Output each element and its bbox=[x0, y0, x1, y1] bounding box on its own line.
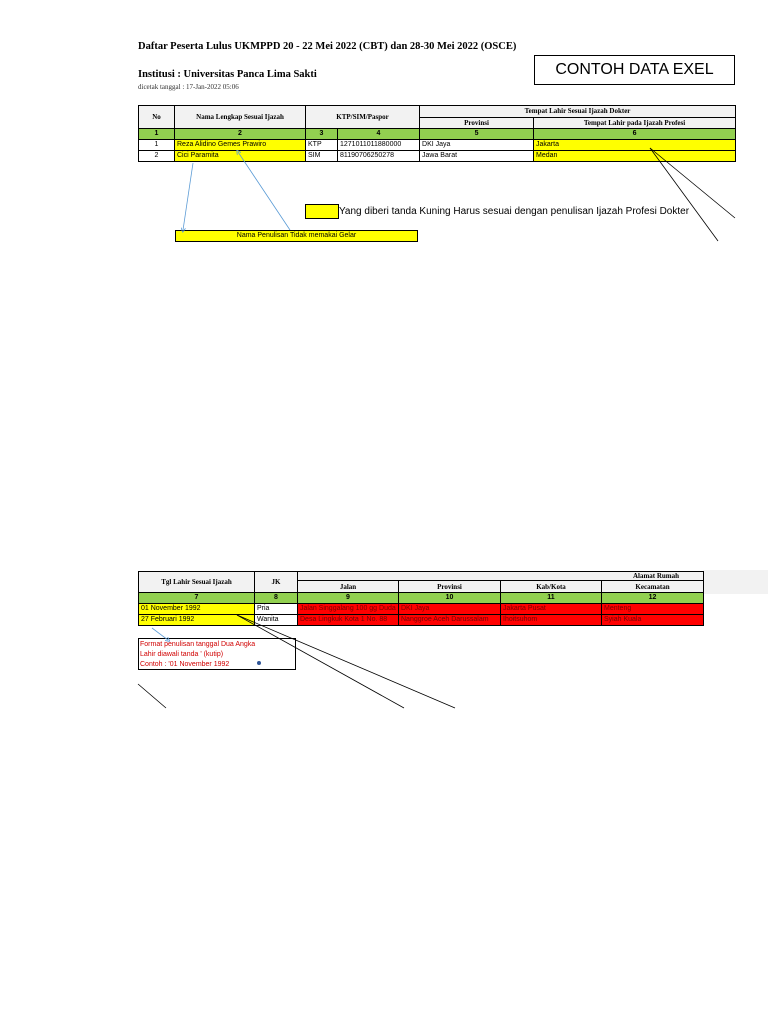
column-number: 8 bbox=[255, 593, 298, 604]
header-province: Provinsi bbox=[399, 581, 501, 593]
pointer-line bbox=[138, 684, 166, 708]
date-note-line: Lahir diawali tanda ' (kutip) bbox=[140, 651, 224, 658]
example-data-label: CONTOH DATA EXEL bbox=[534, 55, 735, 85]
header-dob: Tgl Lahir Sesuai Ijazah bbox=[139, 572, 255, 593]
cell-jk[interactable]: Wanita bbox=[255, 615, 298, 626]
arrow-to-date-note bbox=[152, 628, 168, 640]
column-number: 7 bbox=[139, 593, 255, 604]
cell-street[interactable]: Desa Lingkuk Kota 1 No. 88 bbox=[298, 615, 399, 626]
cell-street[interactable]: Jalan Singgalang 100 gg Duda bbox=[298, 604, 399, 615]
cell-birthplace[interactable]: Jakarta bbox=[534, 140, 736, 151]
cell-city[interactable]: Ihoitsuhom bbox=[501, 615, 602, 626]
cell-province[interactable]: Nanggroe Aceh Darussalam bbox=[399, 615, 501, 626]
cell-dob[interactable]: 27 Februari 1992 bbox=[139, 615, 255, 626]
header-street: Jalan bbox=[298, 581, 399, 593]
arrow-to-name bbox=[238, 152, 290, 230]
cell-name[interactable]: Reza Alidino Gemes Prawiro bbox=[175, 140, 306, 151]
header-birthplace-group: Tempat Lahir Sesuai Ijazah Dokter bbox=[420, 106, 736, 118]
column-number: 9 bbox=[298, 593, 399, 604]
pointer-line bbox=[237, 615, 404, 708]
legend-text: Yang diberi tanda Kuning Harus sesuai dengan penulisan Ijazah Profesi Dokter bbox=[339, 206, 690, 217]
column-number: 1 bbox=[139, 129, 175, 140]
document-title: Daftar Peserta Lulus UKMPPD 20 - 22 Mei 2022 (CBT) dan 28-30 Mei 2022 (OSCE) bbox=[138, 41, 517, 52]
column-number: 5 bbox=[420, 129, 534, 140]
header-no: No bbox=[139, 106, 175, 129]
header-district: Kecamatan bbox=[602, 581, 704, 593]
column-number: 11 bbox=[501, 593, 602, 604]
header-name: Nama Lengkap Sesuai Ijazah bbox=[175, 106, 306, 129]
pointer-line bbox=[237, 615, 455, 708]
cell-city[interactable]: Jakarta Pusat bbox=[501, 604, 602, 615]
header-ktp: KTP/SIM/Paspor bbox=[306, 106, 420, 129]
header-jk: JK bbox=[255, 572, 298, 593]
cell-province[interactable]: DKI Jaya bbox=[420, 140, 534, 151]
column-number: 6 bbox=[534, 129, 736, 140]
cell-jk[interactable]: Pria bbox=[255, 604, 298, 615]
pointer-line bbox=[650, 148, 735, 218]
cell-id-type[interactable]: SIM bbox=[306, 151, 338, 162]
institution-label: Institusi : Universitas Panca Lima Sakti bbox=[138, 69, 317, 80]
column-number: 4 bbox=[338, 129, 420, 140]
header-address-group: Alamat Rumah bbox=[298, 572, 704, 581]
arrow-to-note bbox=[183, 163, 193, 230]
cell-id-number[interactable]: 1271011011880000 bbox=[338, 140, 420, 151]
cell-id-type[interactable]: KTP bbox=[306, 140, 338, 151]
column-number: 12 bbox=[602, 593, 704, 604]
column-number: 3 bbox=[306, 129, 338, 140]
cell-district[interactable]: Menteng bbox=[602, 604, 704, 615]
pointer-line bbox=[650, 148, 718, 241]
cell-id-number[interactable]: 81190706250278 bbox=[338, 151, 420, 162]
header-city: Kab/Kota bbox=[501, 581, 602, 593]
cell-province[interactable]: DKI Jaya bbox=[399, 604, 501, 615]
cell-birthplace[interactable]: Medan bbox=[534, 151, 736, 162]
date-note-line: Contoh : '01 November 1992 bbox=[140, 661, 230, 668]
header-province: Provinsi bbox=[420, 117, 534, 129]
date-note-line: Format penulisan tanggal Dua Angka bbox=[140, 641, 256, 648]
column-number: 10 bbox=[399, 593, 501, 604]
cell-name[interactable]: Cici Paramita bbox=[175, 151, 306, 162]
header-birthplace: Tempat Lahir pada Ijazah Profesi bbox=[534, 117, 736, 129]
cell-no[interactable]: 1 bbox=[139, 140, 175, 151]
cell-district[interactable]: Syiah Kuala bbox=[602, 615, 704, 626]
cell-no[interactable]: 2 bbox=[139, 151, 175, 162]
cell-province[interactable]: Jawa Barat bbox=[420, 151, 534, 162]
printed-date: dicetak tanggal : 17-Jan-2022 05:06 bbox=[138, 83, 239, 91]
cell-dob[interactable]: 01 November 1992 bbox=[139, 604, 255, 615]
column-number: 2 bbox=[175, 129, 306, 140]
name-note: Nama Penulisan Tidak memakai Gelar bbox=[175, 230, 418, 242]
